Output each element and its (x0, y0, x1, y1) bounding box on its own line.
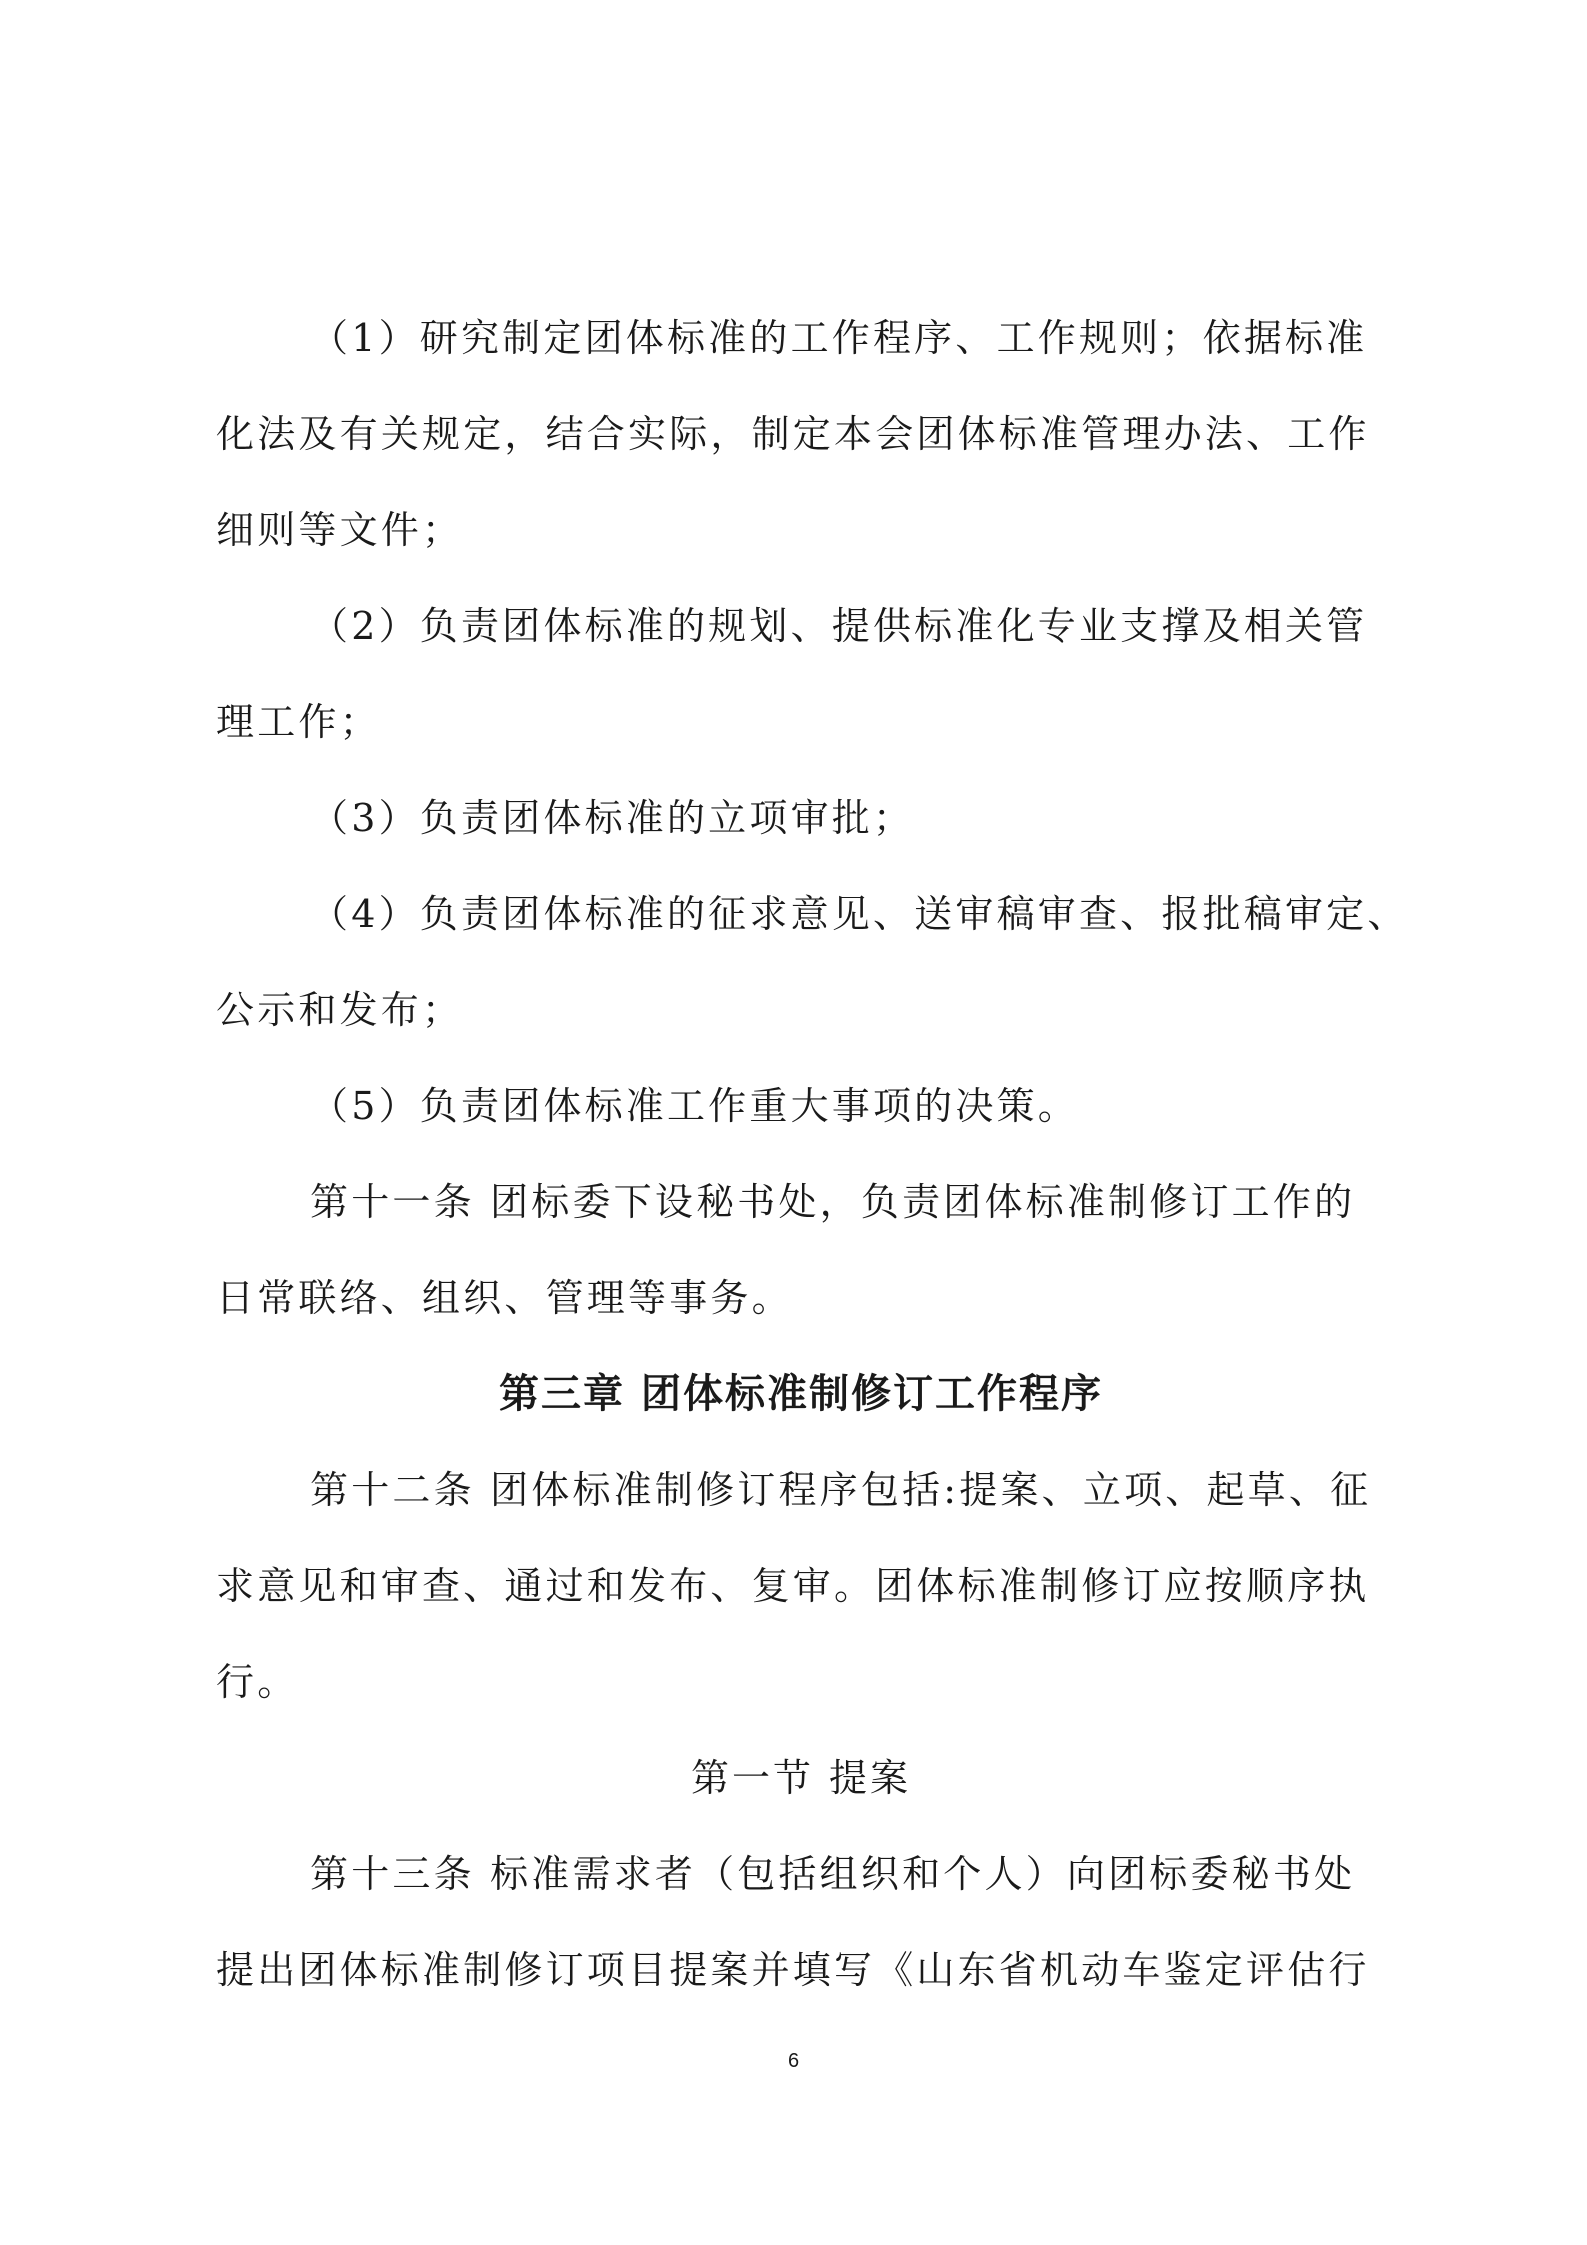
paragraph-line: 求意见和审查、通过和发布、复审。团体标准制修订应按顺序执 (216, 1564, 1370, 1608)
paragraph-line: 提出团体标准制修订项目提案并填写《山东省机动车鉴定评估行 (216, 1948, 1370, 1992)
paragraph-line: （3）负责团体标准的立项审批； (310, 796, 915, 840)
chapter-heading: 第三章 团体标准制修订工作程序 (499, 1371, 1103, 1417)
paragraph-line: 细则等文件； (216, 508, 464, 552)
paragraph-line: 理工作； (216, 700, 381, 744)
document-body (216, 290, 1409, 2018)
article-11-line: 第十一条 团标委下设秘书处，负责团体标准制修订工作的 (310, 1180, 1356, 1224)
paragraph-line: 化法及有关规定，结合实际，制定本会团体标准管理办法、工作 (216, 412, 1370, 456)
paragraph-line: 行。 (216, 1660, 299, 1704)
paragraph-line: （4）负责团体标准的征求意见、送审稿审查、报批稿审定、 (310, 892, 1409, 936)
article-13-line: 第十三条 标准需求者（包括组织和个人）向团标委秘书处 (310, 1852, 1356, 1896)
paragraph-line: 日常联络、组织、管理等事务。 (216, 1276, 793, 1320)
article-12-line: 第十二条 团体标准制修订程序包括:提案、立项、起草、征 (310, 1468, 1372, 1512)
paragraph-line: （1）研究制定团体标准的工作程序、工作规则；依据标准 (310, 316, 1368, 360)
page-number: 6 (787, 2050, 800, 2072)
section-heading: 第一节 提案 (690, 1756, 912, 1800)
paragraph-line: （2）负责团体标准的规划、提供标准化专业支撑及相关管 (310, 604, 1368, 648)
paragraph-line: （5）负责团体标准工作重大事项的决策。 (310, 1084, 1079, 1128)
paragraph-line: 公示和发布； (216, 988, 464, 1032)
